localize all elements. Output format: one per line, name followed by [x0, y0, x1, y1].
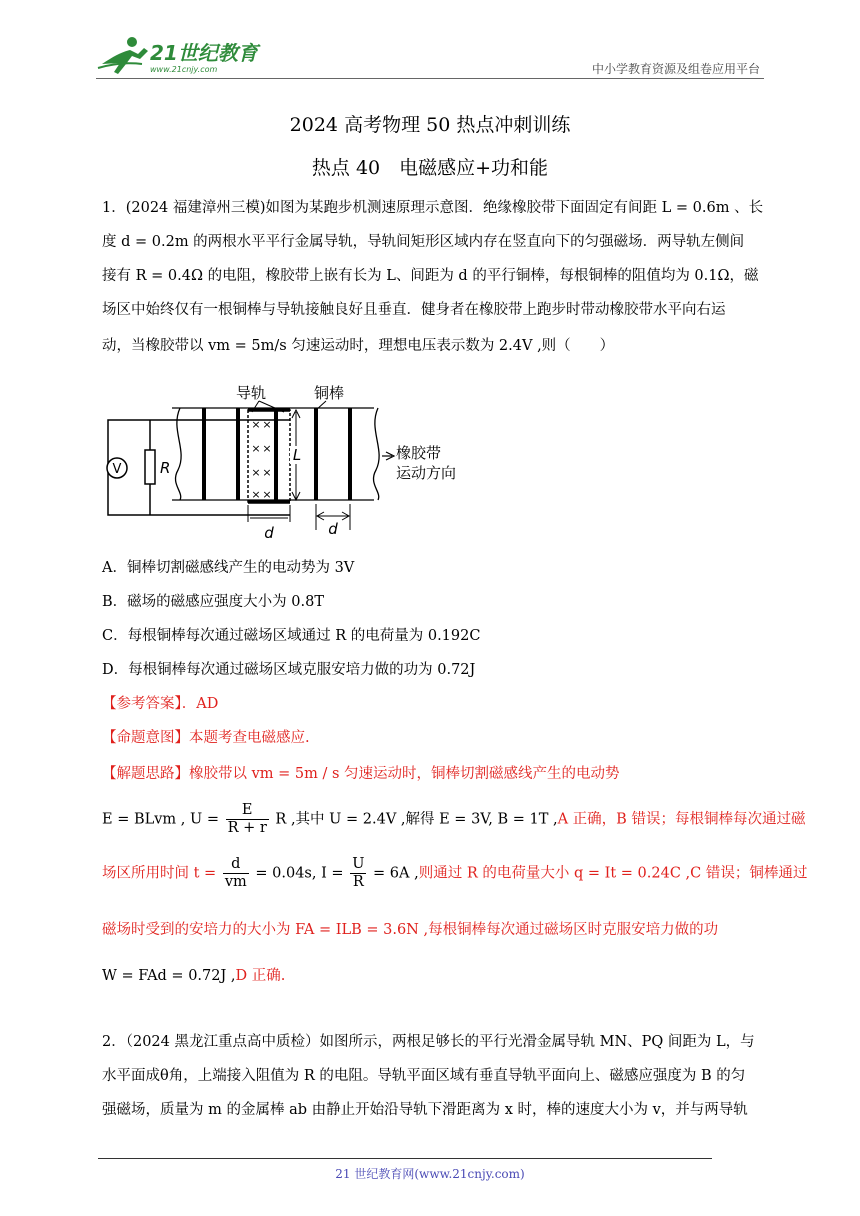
option-a: A．铜棒切割磁感线产生的电动势为 3V — [102, 560, 355, 576]
document-title: 2024 高考物理 50 热点冲刺训练 — [289, 114, 571, 136]
svg-text:×: × — [262, 442, 272, 455]
resistor-icon — [145, 450, 155, 484]
svg-text:×: × — [251, 418, 261, 431]
label-d-1: d — [264, 524, 274, 540]
header-divider — [96, 78, 764, 79]
svg-text:×: × — [251, 442, 261, 455]
q2-line-3: 强磁场，质量为 m 的金属棒 ab 由静止开始沿导轨下滑距离为 x 时，棒的速度大小为 v，并与两导轨 — [102, 1102, 748, 1118]
label-rod: 铜棒 — [314, 384, 345, 402]
answer-line — [102, 694, 764, 714]
label-rail: 导轨 — [236, 384, 267, 402]
q2-line-2: 水平面成θ角，上端接入阻值为 R 的电阻。导轨平面区域有垂直导轨平面向上、磁感应强度为 B 的匀 — [102, 1068, 746, 1084]
q2-line-1: 2．（2024 黑龙江重点高中质检）如图所示，两根足够长的平行光滑金属导轨 MN、PQ 间距为 L，与 — [102, 1034, 755, 1050]
answer-value: ．AD — [181, 696, 219, 712]
logo-text: 21世纪教育 — [150, 41, 258, 65]
label-L: L — [292, 446, 302, 464]
q1-line-2: 度 d = 0.2m 的两根水平平行金属导轨，导轨间矩形区域内存在竖直向下的匀强磁场．两导轨左侧间 — [102, 234, 745, 250]
logo-url: www.21cnjy.com — [150, 65, 218, 74]
svg-text:×: × — [262, 466, 272, 479]
option-b: B．磁场的磁感应强度大小为 0.8T — [102, 594, 324, 610]
fraction-e-over-r: $\frac{E}{R + r}$ — [227, 802, 267, 836]
intent-tag: 【命题意图】 — [102, 730, 189, 746]
footer-link[interactable]: 21 世纪教育网(www.21cnjy.com) — [335, 1167, 525, 1181]
solution-tag: 【解题思路】 — [102, 766, 189, 782]
svg-text:×: × — [262, 488, 272, 501]
document-subtitle: 热点 40 电磁感应+功和能 — [311, 157, 549, 179]
solution-line-2: E = BLvm , U = $\frac{E}{R + r}$ R ,其中 U = 2.4V ,解得 E = 3V, B = 1T ,A 正确，B 错误；每根铜棒每次通过磁 — [102, 802, 806, 836]
svg-text:×: × — [251, 466, 261, 479]
solution-line-3: 场区所用时间 t = $\frac{d}{vm}$ = 0.04s, I = $\frac{U}{R}$ = 6A ,则通过 R 的电荷量大小 q = It = 0.24C ,C 错误；铜棒通过 — [102, 856, 808, 890]
q1-line-3: 接有 R = 0.4Ω 的电阻，橡胶带上嵌有长为 L、间距为 d 的平行铜棒，每根铜棒的阻值均为 0.1Ω，磁 — [102, 268, 759, 284]
intent-line — [102, 728, 764, 748]
site-tagline: 中小学教育资源及组卷应用平台 — [591, 62, 760, 76]
q1-line-1: 1．(2024 福建漳州三模)如图为某跑步机测速原理示意图．绝缘橡胶带下面固定有间距 L = 0.6m 、长 — [102, 200, 764, 216]
label-d-2: d — [328, 520, 338, 538]
solution-text-1: 橡胶带以 vm = 5m / s 匀速运动时，铜棒切割磁感线产生的电动势 — [189, 766, 620, 782]
solution-line-1 — [102, 764, 764, 784]
solution-line-5: W = FAd = 0.72J ,D 正确. — [102, 968, 286, 984]
svg-text:×: × — [251, 488, 261, 501]
svg-text:×: × — [262, 418, 272, 431]
label-belt-1: 橡胶带 — [396, 444, 442, 462]
site-logo[interactable] — [92, 34, 262, 78]
footer-divider — [98, 1158, 712, 1159]
option-d: D．每根铜棒每次通过磁场区域克服安培力做的功为 0.72J — [102, 662, 476, 678]
intent-text: 本题考查电磁感应. — [189, 730, 310, 746]
solution-line-4: 磁场时受到的安培力的大小为 FA = ILB = 3.6N ,每根铜棒每次通过磁场区时克服安培力做的功 — [102, 922, 719, 938]
label-belt-2: 运动方向 — [396, 464, 457, 482]
treadmill-diagram — [104, 380, 484, 540]
answer-tag: 【参考答案】 — [102, 696, 182, 712]
q1-line-5: 动，当橡胶带以 vm = 5m/s 匀速运动时，理想电压表示数为 2.4V ,则（ ） — [102, 338, 615, 354]
q1-line-4: 场区中始终仅有一根铜棒与导轨接触良好且垂直．健身者在橡胶带上跑步时带动橡胶带水平向右运 — [102, 302, 726, 318]
label-R: R — [160, 459, 171, 477]
option-c: C．每根铜棒每次通过磁场区域通过 R 的电荷量为 0.192C — [102, 628, 481, 644]
label-V: V — [112, 462, 122, 477]
